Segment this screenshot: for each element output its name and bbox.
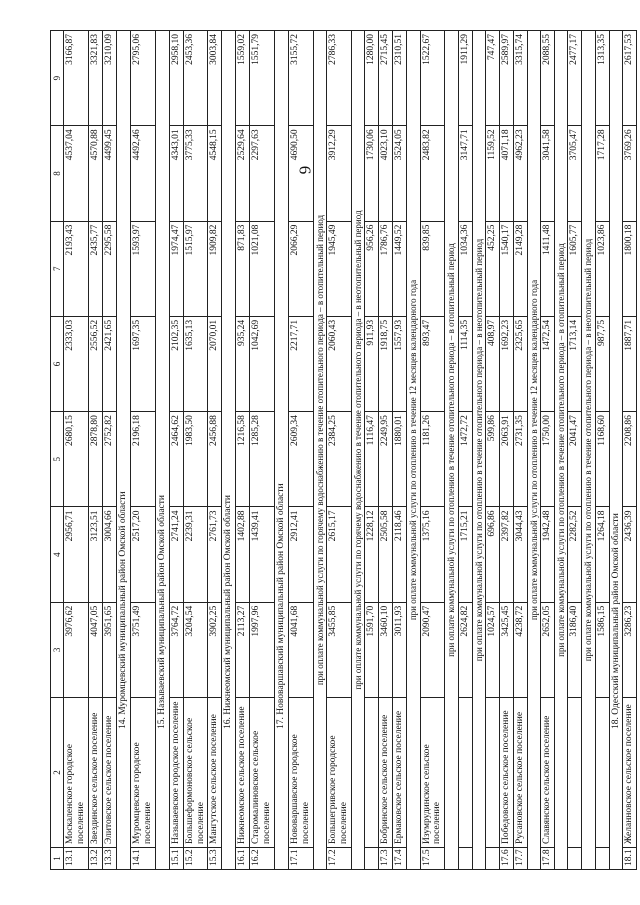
tariff-value: 1557,93	[393, 316, 407, 411]
settlement-name: Желанновское сельское поселение	[623, 698, 637, 848]
tariff-value: 4537,04	[64, 126, 89, 221]
settlement-name: Победовское сельское поселение	[499, 698, 513, 848]
column-number: 7	[51, 221, 64, 316]
tariff-value: 1635,13	[183, 316, 208, 411]
table-row	[236, 31, 250, 870]
tariff-value: 3041,58	[541, 126, 555, 221]
tariff-value: 839,85	[420, 221, 445, 316]
tariff-value: 1730,06	[365, 126, 379, 221]
tariff-value: 1114,35	[458, 316, 472, 411]
tariff-value: 1313,35	[595, 31, 609, 126]
tariff-value: 3286,23	[623, 602, 637, 697]
settlement-name: Муромцевское городское поселение	[130, 698, 155, 848]
tariff-value: 1983,50	[183, 412, 208, 507]
row-number	[568, 848, 582, 870]
tariff-value: 2435,77	[89, 221, 103, 316]
tariff-value: 3147,71	[458, 126, 472, 221]
tariff-value: 3155,72	[289, 31, 314, 126]
tariff-value: 1717,28	[595, 126, 609, 221]
row-number: 18.1	[623, 848, 637, 870]
tariff-value: 3004,66	[103, 507, 117, 602]
tariff-value: 1472,54	[541, 316, 555, 411]
tariff-value: 4690,50	[289, 126, 314, 221]
payment-mode-note: при оплате коммунальной услуги по отоплению в течение отопительного периода – в отопительный период	[554, 31, 567, 870]
district-heading-row	[609, 31, 623, 870]
tariff-value: 1168,60	[595, 412, 609, 507]
row-number: 15.3	[208, 848, 222, 870]
tariff-value: 2652,05	[541, 602, 555, 697]
tariff-value: 4023,10	[379, 126, 393, 221]
district-heading: 14. Муромцевский муниципальный район Омской области	[117, 31, 131, 870]
tariff-value: 1593,97	[130, 221, 155, 316]
tariff-value: 2295,58	[103, 221, 117, 316]
tariff-value: 3123,51	[89, 507, 103, 602]
tariff-value: 1586,15	[595, 602, 609, 697]
tariff-value: 2239,31	[183, 507, 208, 602]
tariff-value: 3524,05	[393, 126, 407, 221]
tariff-value: 1024,57	[485, 602, 499, 697]
row-number: 17.1	[289, 848, 314, 870]
tariff-value: 2715,45	[379, 31, 393, 126]
tariff-value: 1042,69	[250, 316, 275, 411]
settlement-name: Ермаковское сельское поселение	[393, 698, 407, 848]
page-number: 6	[295, 165, 315, 175]
tariff-value: 2477,17	[568, 31, 582, 126]
tariff-value: 2456,88	[208, 412, 222, 507]
tariff-value: 1449,52	[393, 221, 407, 316]
tariff-value: 2517,20	[130, 507, 155, 602]
tariff-value: 3011,93	[393, 602, 407, 697]
tariff-value: 4071,18	[499, 126, 513, 221]
tariff-value: 4047,05	[89, 602, 103, 697]
tariff-value: 1522,67	[420, 31, 445, 126]
tariff-value: 2912,41	[289, 507, 314, 602]
tariff-value: 1786,76	[379, 221, 393, 316]
district-heading: 17. Нововаршавский муниципальный район Омской области	[275, 31, 289, 870]
tariff-value: 2958,10	[169, 31, 183, 126]
tariff-value: 3951,65	[103, 602, 117, 697]
row-number: 15.2	[183, 848, 208, 870]
tariff-value: 4041,68	[289, 602, 314, 697]
payment-mode-note-row	[445, 31, 458, 870]
tariff-value: 452,25	[485, 221, 499, 316]
settlement-name: Элитовское сельское поселение	[103, 698, 117, 848]
tariff-value: 2384,25	[327, 412, 352, 507]
settlement-name	[365, 698, 379, 848]
tariff-value: 2297,63	[250, 126, 275, 221]
payment-mode-note: при оплате коммунальной услуги по горячему водоснабжению в течение отопительного периода – в отопительный период	[313, 31, 326, 870]
tariff-value: 1697,35	[130, 316, 155, 411]
tariff-value: 1909,82	[208, 221, 222, 316]
row-number: 17.2	[327, 848, 352, 870]
district-heading-row	[275, 31, 289, 870]
tariff-value: 2118,46	[393, 507, 407, 602]
district-heading: 18. Одесский муниципальный район Омской области	[609, 31, 623, 870]
header-row	[51, 31, 64, 870]
tariff-value: 2249,95	[379, 412, 393, 507]
row-number	[365, 848, 379, 870]
tariff-value: 1715,21	[458, 507, 472, 602]
tariff-value: 935,24	[236, 316, 250, 411]
tariff-value: 2731,35	[513, 412, 527, 507]
tariff-value: 3705,47	[568, 126, 582, 221]
tariff-value: 1974,47	[169, 221, 183, 316]
payment-mode-note: при оплате коммунальной услуги по отоплению в течение отопительного периода – в отопительный период	[445, 31, 458, 870]
row-number: 16.2	[250, 848, 275, 870]
row-number: 16.1	[236, 848, 250, 870]
tariff-value: 4492,46	[130, 126, 155, 221]
table-row	[169, 31, 183, 870]
tariff-value: 2088,55	[541, 31, 555, 126]
tariff-value: 2310,51	[393, 31, 407, 126]
tariff-value: 2113,27	[236, 602, 250, 697]
tariff-value: 1945,49	[327, 221, 352, 316]
table-row	[208, 31, 222, 870]
tariff-value: 2529,64	[236, 126, 250, 221]
tariff-value: 2041,47	[568, 412, 582, 507]
payment-mode-note-row	[582, 31, 595, 870]
tariff-value: 3321,83	[89, 31, 103, 126]
tariff-value: 696,86	[485, 507, 499, 602]
tariff-value: 2505,58	[379, 507, 393, 602]
tariff-value: 599,86	[485, 412, 499, 507]
table-row	[327, 31, 352, 870]
table-row	[499, 31, 513, 870]
table-row	[64, 31, 89, 870]
tariff-value: 1800,18	[623, 221, 637, 316]
table-row	[250, 31, 275, 870]
tariff-value: 2149,28	[513, 221, 527, 316]
tariff-value: 3044,43	[513, 507, 527, 602]
tariff-value: 1280,00	[365, 31, 379, 126]
tariff-value: 1880,01	[393, 412, 407, 507]
tariff-value: 2556,52	[89, 316, 103, 411]
table-row	[420, 31, 445, 870]
tariff-value: 3425,45	[499, 602, 513, 697]
tariff-value: 2464,62	[169, 412, 183, 507]
row-number: 17.8	[541, 848, 555, 870]
tariff-value: 3166,87	[64, 31, 89, 126]
tariff-table	[50, 30, 637, 870]
settlement-name	[595, 698, 609, 848]
settlement-name: Славянское сельское поселение	[541, 698, 555, 848]
settlement-name: Большегривское городское поселение	[327, 698, 352, 848]
tariff-value: 2421,65	[103, 316, 117, 411]
payment-mode-note: при оплате коммунальной услуги по горячему водоснабжению в течение отопительного периода – в неотопительный период	[352, 31, 365, 870]
tariff-value: 1228,12	[365, 507, 379, 602]
tariff-value: 1515,97	[183, 221, 208, 316]
tariff-value: 3210,09	[103, 31, 117, 126]
tariff-value: 4238,72	[513, 602, 527, 697]
settlement-name: Москаленское городское поселение	[64, 698, 89, 848]
row-number: 17.6	[499, 848, 513, 870]
tariff-value: 2066,29	[289, 221, 314, 316]
tariff-value: 1285,28	[250, 412, 275, 507]
tariff-value: 2217,71	[289, 316, 314, 411]
row-number: 14.1	[130, 848, 155, 870]
row-number	[485, 848, 499, 870]
tariff-value: 2397,82	[499, 507, 513, 602]
table-row	[485, 31, 499, 870]
table-row	[183, 31, 208, 870]
tariff-value: 1116,47	[365, 412, 379, 507]
payment-mode-note-row	[407, 31, 420, 870]
district-heading-row	[222, 31, 236, 870]
tariff-value: 1159,52	[485, 126, 499, 221]
tariff-value: 1750,00	[541, 412, 555, 507]
settlement-name	[485, 698, 499, 848]
row-number	[458, 848, 472, 870]
settlement-name: Русановское сельское поселение	[513, 698, 527, 848]
tariff-value: 1540,17	[499, 221, 513, 316]
tariff-value: 4499,45	[103, 126, 117, 221]
tariff-value: 2193,43	[64, 221, 89, 316]
tariff-value: 2956,71	[64, 507, 89, 602]
tariff-value: 893,47	[420, 316, 445, 411]
row-number: 17.3	[379, 848, 393, 870]
tariff-value: 4343,01	[169, 126, 183, 221]
tariff-value: 1021,08	[250, 221, 275, 316]
tariff-value: 1411,48	[541, 221, 555, 316]
tariff-value: 2090,47	[420, 602, 445, 697]
column-number: 4	[51, 507, 64, 602]
tariff-value: 3315,74	[513, 31, 527, 126]
settlement-name: Бобринское сельское поселение	[379, 698, 393, 848]
table-row	[365, 31, 379, 870]
tariff-value: 3751,49	[130, 602, 155, 697]
tariff-value: 2483,82	[420, 126, 445, 221]
tariff-value: 1264,18	[595, 507, 609, 602]
tariff-value: 4962,23	[513, 126, 527, 221]
tariff-value: 3460,10	[379, 602, 393, 697]
tariff-value: 2680,15	[64, 412, 89, 507]
tariff-value: 2617,53	[623, 31, 637, 126]
tariff-value: 2795,06	[130, 31, 155, 126]
tariff-value: 3902,25	[208, 602, 222, 697]
settlement-name: Мангутское сельское поселение	[208, 698, 222, 848]
payment-mode-note: при оплате коммунальной услуги по отоплению в течение отопительного периода – в неотопительный период	[472, 31, 485, 870]
tariff-value: 1023,86	[595, 221, 609, 316]
tariff-value: 2453,36	[183, 31, 208, 126]
tariff-value: 2786,33	[327, 31, 352, 126]
tariff-value: 1605,77	[568, 221, 582, 316]
tariff-value: 2752,82	[103, 412, 117, 507]
column-number: 5	[51, 412, 64, 507]
settlement-name: Звездинское сельское поселение	[89, 698, 103, 848]
tariff-value: 871,83	[236, 221, 250, 316]
tariff-value: 2589,97	[499, 31, 513, 126]
row-number: 13.2	[89, 848, 103, 870]
tariff-value: 1551,79	[250, 31, 275, 126]
tariff-value: 1997,96	[250, 602, 275, 697]
tariff-value: 1942,48	[541, 507, 555, 602]
table-row	[130, 31, 155, 870]
tariff-value: 3976,62	[64, 602, 89, 697]
tariff-value: 2102,35	[169, 316, 183, 411]
tariff-value: 1439,41	[250, 507, 275, 602]
tariff-value: 1559,02	[236, 31, 250, 126]
tariff-value: 1472,72	[458, 412, 472, 507]
tariff-value: 1591,70	[365, 602, 379, 697]
column-number: 2	[51, 698, 64, 848]
tariff-value: 3455,85	[327, 602, 352, 697]
table-row	[103, 31, 117, 870]
tariff-value: 3769,26	[623, 126, 637, 221]
column-number: 9	[51, 31, 64, 126]
payment-mode-note: при оплате коммунальной услуги по отоплению в течение 12 месяцев календарного года	[407, 31, 420, 870]
tariff-value: 987,75	[595, 316, 609, 411]
tariff-value: 2741,24	[169, 507, 183, 602]
tariff-value: 1402,88	[236, 507, 250, 602]
settlement-name: Называевское городское поселение	[169, 698, 183, 848]
column-number: 6	[51, 316, 64, 411]
settlement-name: Старомалиновское сельское поселение	[250, 698, 275, 848]
settlement-name: Изумрудинское сельское поселение	[420, 698, 445, 848]
payment-mode-note-row	[472, 31, 485, 870]
district-heading-row	[155, 31, 169, 870]
table-row	[393, 31, 407, 870]
tariff-value: 1713,14	[568, 316, 582, 411]
tariff-value: 1181,26	[420, 412, 445, 507]
tariff-value: 1692,23	[499, 316, 513, 411]
tariff-value: 1216,58	[236, 412, 250, 507]
tariff-value: 2325,65	[513, 316, 527, 411]
tariff-value: 3186,40	[568, 602, 582, 697]
table-row	[513, 31, 527, 870]
tariff-value: 2609,34	[289, 412, 314, 507]
district-heading: 16. Нижнеомский муниципальный район Омской области	[222, 31, 236, 870]
tariff-value: 1375,16	[420, 507, 445, 602]
tariff-value: 3912,29	[327, 126, 352, 221]
settlement-name: Нижнеомское сельское поселение	[236, 698, 250, 848]
tariff-value: 2070,01	[208, 316, 222, 411]
table-row	[568, 31, 582, 870]
row-number: 13.3	[103, 848, 117, 870]
row-number: 17.7	[513, 848, 527, 870]
payment-mode-note: при оплате коммунальной услуги по отоплению в течение отопительного периода – в неотопительный период	[582, 31, 595, 870]
table-row	[379, 31, 393, 870]
payment-mode-note: при оплате коммунальной услуги по отоплению в течение 12 месяцев календарного года	[527, 31, 540, 870]
table-row	[458, 31, 472, 870]
payment-mode-note-row	[527, 31, 540, 870]
table-row	[595, 31, 609, 870]
tariff-value: 956,26	[365, 221, 379, 316]
payment-mode-note-row	[554, 31, 567, 870]
tariff-value: 4570,88	[89, 126, 103, 221]
column-number: 1	[51, 848, 64, 870]
tariff-value: 1034,36	[458, 221, 472, 316]
tariff-value: 2878,80	[89, 412, 103, 507]
tariff-value: 3003,84	[208, 31, 222, 126]
tariff-value: 2333,03	[64, 316, 89, 411]
tariff-value: 2615,17	[327, 507, 352, 602]
tariff-value: 2761,73	[208, 507, 222, 602]
tariff-value: 1887,71	[623, 316, 637, 411]
payment-mode-note-row	[352, 31, 365, 870]
table-row	[541, 31, 555, 870]
row-number: 17.4	[393, 848, 407, 870]
tariff-value: 2436,39	[623, 507, 637, 602]
tariff-value: 911,93	[365, 316, 379, 411]
row-number	[595, 848, 609, 870]
tariff-value: 1911,29	[458, 31, 472, 126]
column-number: 3	[51, 602, 64, 697]
tariff-value: 408,97	[485, 316, 499, 411]
tariff-value: 2208,86	[623, 412, 637, 507]
tariff-value: 2282,52	[568, 507, 582, 602]
settlement-name: Большеформоновское сельское поселение	[183, 698, 208, 848]
tariff-value: 1918,75	[379, 316, 393, 411]
row-number: 13.1	[64, 848, 89, 870]
row-number: 17.5	[420, 848, 445, 870]
table-row	[289, 31, 314, 870]
table-row	[89, 31, 103, 870]
tariff-value: 2196,18	[130, 412, 155, 507]
tariff-value: 4548,15	[208, 126, 222, 221]
tariff-value: 2624,82	[458, 602, 472, 697]
tariff-value: 2063,91	[499, 412, 513, 507]
settlement-name: Нововаршавское городское поселение	[289, 698, 314, 848]
tariff-value: 2060,43	[327, 316, 352, 411]
tariff-value: 747,47	[485, 31, 499, 126]
tariff-value: 3764,72	[169, 602, 183, 697]
tariff-value: 3204,54	[183, 602, 208, 697]
tariff-value: 3775,33	[183, 126, 208, 221]
payment-mode-note-row	[313, 31, 326, 870]
district-heading: 15. Называевский муниципальный район Омской области	[155, 31, 169, 870]
table-row	[623, 31, 637, 870]
settlement-name	[458, 698, 472, 848]
row-number: 15.1	[169, 848, 183, 870]
column-number: 8	[51, 126, 64, 221]
district-heading-row	[117, 31, 131, 870]
settlement-name	[568, 698, 582, 848]
